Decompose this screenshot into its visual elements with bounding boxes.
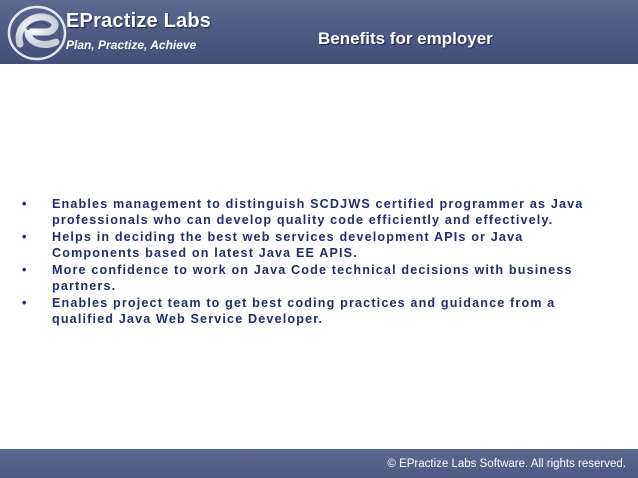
bullet-icon: • <box>22 263 28 277</box>
list-item-text: More confidence to work on Java Code technical decisions with business partners. <box>52 263 573 293</box>
list-item-text: Enables project team to get best coding practices and guidance from a qualified Java Web Service Developer. <box>52 296 556 326</box>
footer-bar <box>0 449 638 478</box>
header-bar <box>0 0 638 64</box>
copyright-text: © EPractize Labs Software. All rights reserved. <box>387 458 626 470</box>
list-item <box>22 295 602 327</box>
list-item <box>22 229 602 261</box>
slide-title: Benefits for employer <box>318 29 493 48</box>
list-item-text: Helps in deciding the best web services development APIs or Java Components based on latest Java EE APIS. <box>52 230 524 260</box>
bullet-icon: • <box>22 296 28 310</box>
benefits-list <box>22 196 602 328</box>
list-item-text: Enables management to distinguish SCDJWS certified programmer as Java professionals who can develop quality code efficiently and effectively. <box>52 197 584 227</box>
brand-name: EPractize Labs <box>66 10 212 32</box>
bullet-icon: • <box>22 197 28 211</box>
epractize-logo-icon <box>6 4 68 62</box>
list-item <box>22 196 602 228</box>
bullet-icon: • <box>22 230 28 244</box>
list-item <box>22 262 602 294</box>
brand-tagline: Plan, Practize, Achieve <box>66 38 197 52</box>
